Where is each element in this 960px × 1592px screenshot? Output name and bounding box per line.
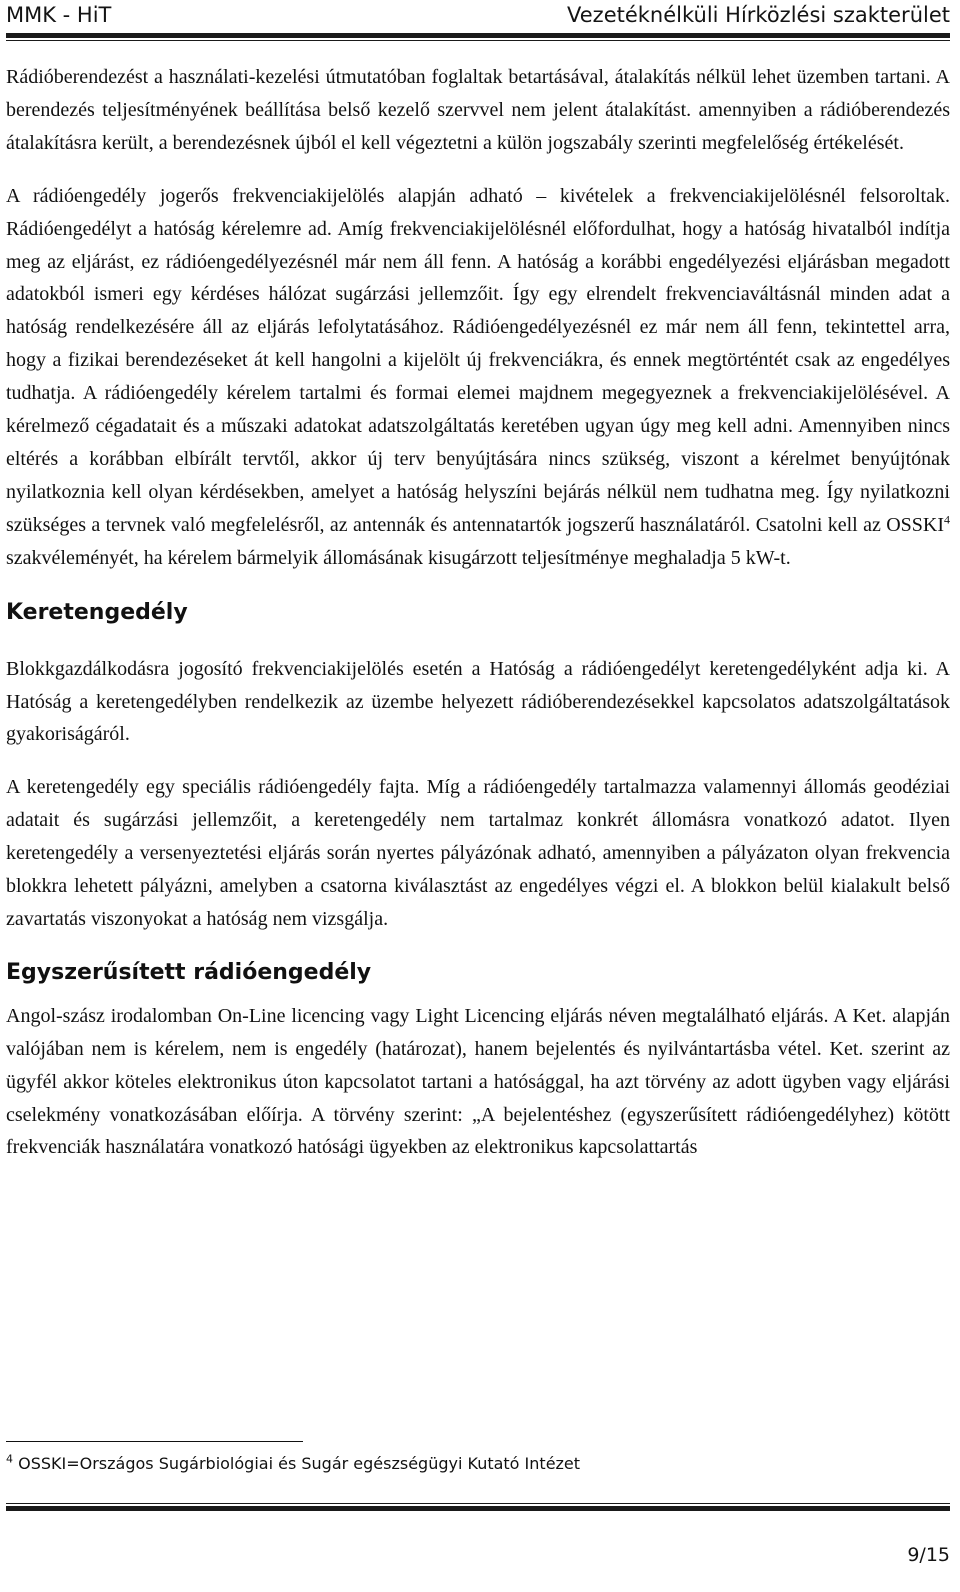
- paragraph-device-operation: Rádióberendezést a használati-kezelési útmutatóban foglaltak betartásával, átalakítás nélkül lehet üzemben tartani. A berendezés teljesítményének beállítása belső kezelő szervvel nem jelent átalakítást. amennyiben a rádióberendezés átalakításra került, a berendezésnek újból el kell végeztetni a külön jogszabály szerinti megfelelőség értékelését.: [6, 66, 950, 154]
- page-number: 9/15: [907, 1544, 950, 1566]
- paragraph-radio-license-tail: szakvéleményét, ha kérelem bármelyik állomásának kisugárzott teljesítménye meghaladja 5 kW-t.: [6, 546, 791, 569]
- footer-rule-thin: [6, 1503, 950, 1504]
- heading-egyszerusitett: Egyszerűsített rádióengedély: [6, 959, 372, 985]
- header-rule-thin: [6, 40, 950, 41]
- footnote-separator: [6, 1441, 303, 1442]
- paragraph-simplified-license: Angol-szász irodalomban On-Line licencing vagy Light Licencing eljárás néven megtalálható eljárás. A Ket. alapján valójában nem is kérelem, nem is engedély (határozat), hanem bejelentés és nyilvántartásba vétel. Ket. szerint az ügyfél akkor köteles elektronikus úton kapcsolatot tartani a hatósággal, ha azt törvény az adott ügyben vagy eljárási cselekmény vonatkozásában előírja. A törvény szerint: „A bejelentéshez (egyszerűsített rádióengedélyhez) kötött frekvenciák használatára vonatkozó hatósági ügyekben az elektronikus kapcsolattartás: [6, 1004, 950, 1159]
- paragraph-frame-license: A keretengedély egy speciális rádióengedély fajta. Míg a rádióengedély tartalmazza valamennyi állomás geodéziai adatait és sugárzási jellemzőit, a keretengedély nem tartalmaz konkrét állomásra vonatkozó adatot. Ilyen keretengedély a versenyeztetési eljárás során nyertes pályázónak adható, amennyiben a pályázaton olyan frekvencia blokkra lehetett pályázni, amelyben a csatorna kiválasztást az engedélyes végzi el. A blokkon belül kialakult belső zavartatás viszonyokat a hatóság nem vizsgálja.: [6, 776, 950, 930]
- paragraph-radio-license: [6, 180, 950, 575]
- footnote-text: OSSKI=Országos Sugárbiológiai és Sugár egészségügyi Kutató Intézet: [18, 1454, 581, 1473]
- footer-rule-thick: [6, 1506, 950, 1511]
- header-right: Vezetéknélküli Hírközlési szakterület: [567, 3, 950, 27]
- footnote-reference: 4: [944, 512, 950, 527]
- header-rule-thick: [6, 33, 950, 38]
- footnote: [6, 1454, 580, 1473]
- header-left: MMK - HiT: [6, 3, 112, 27]
- page-content: [6, 61, 950, 1164]
- paragraph-radio-license-text: A rádióengedély jogerős frekvenciakijelölés alapján adható – kivételek a frekvenciakijelölésnél felsoroltak. Rádióengedélyt a hatóság kérelemre ad. Amíg frekvenciakijelölésnél előfordulhat, hogy a hatóság hivatalból indítja meg az eljárást, ez rádióengedélyezésnél már nem áll fenn. A hatóság a korábbi engedélyezési eljárásban megadott adatokból ismeri egy kérdéses hálózat sugárzási jellemzőit. Így egy elrendelt frekvenciaváltásnál minden adat a hatóság rendelkezésére áll az eljárás lefolytatásához. Rádióengedélyezésnél ez már nem áll fenn, tekintettel arra, hogy a fizikai berendezéseket át kell hangolni a kijelölt új frekvenciákra, és ennek megtörténtét csak az engedélyes tudhatja. A rádióengedély kérelem tartalmi és formai elemei majdnem megegyeznek a frekvenciakijelölésével. A kérelmező cégadatait és a műszaki adatokat adatszolgáltatás keretében ugyan úgy meg kell adni. Amennyiben nincs eltérés a korábban elbírált tervtől, akkor új terv benyújtására nincs szükség, viszont a kérelmet benyújtónak nyilatkoznia kell olyan kérdésekben, amelyet a hatóság helyszíni bejárás nélkül nem tudhatna meg. Így nyilatkozni szükséges a tervnek való megfelelésről, az antennák és antennatartók jogszerű használatáról. Csatolni kell az OSSKI: [6, 184, 950, 536]
- footnote-number: 4: [6, 1452, 13, 1466]
- paragraph-block-management: Blokkgazdálkodásra jogosító frekvenciakijelölés esetén a Hatóság a rádióengedélyt keretengedélyként adja ki. A Hatóság a keretengedélyben rendelkezik az üzembe helyezett rádióberendezésekkel kapcsolatos adatszolgáltatások gyakoriságáról.: [6, 657, 950, 746]
- page-header: [6, 0, 950, 30]
- heading-keretengedely: Keretengedély: [6, 599, 188, 625]
